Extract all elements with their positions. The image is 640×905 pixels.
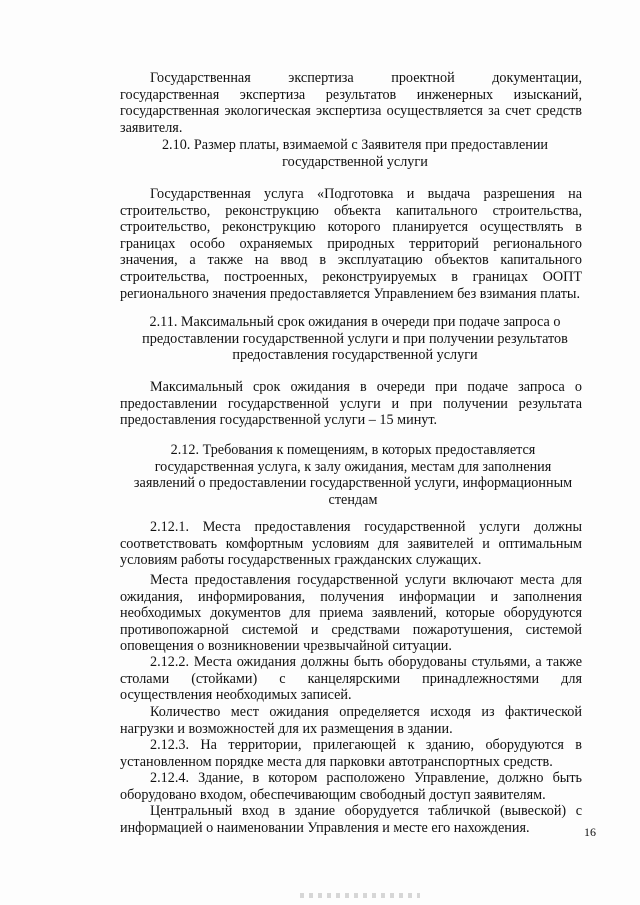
section-2-12-paragraph-1: 2.12.1. Места предоставления государственной услуги должны соответствовать комфортным условиям для заявителей и оптимальным условиям работы государственных гражданских служащих. — [120, 519, 582, 569]
section-2-12-paragraph-4: Количество мест ожидания определяется исходя из фактической нагрузки и возможностей для их размещения в здании. — [120, 704, 582, 737]
section-heading-2-10: 2.10. Размер платы, взимаемой с Заявителя при предоставлении государственной услуги — [161, 137, 549, 170]
section-2-12-paragraph-3: 2.12.2. Места ожидания должны быть оборудованы стульями, а также столами (стойками) с канцелярскими принадлежностями для осуществления необходимых записей. — [120, 654, 582, 704]
section-2-10-paragraph: Государственная услуга «Подготовка и выдача разрешения на строительство, реконструкцию объекта капитального строительства, строительство, реконструкцию которого планируется осуществлять в границах особо охраняемых природных территорий регионального значения, а также на ввод в эксплуатацию объектов капитального строительства, построенных, реконструируемых в границах ООПТ регионального значения предоставляется Управлением без взимания платы. — [120, 186, 582, 302]
section-heading-2-12: 2.12. Требования к помещениям, в которых предоставляется государственная услуга, к залу ожидания, местам для заполнения заявлений о предоставлении государственной услуги, информационным стендам — [133, 442, 573, 508]
section-heading-2-11: 2.11. Максимальный срок ожидания в очереди при подаче запроса о предоставлении государственной услуги и при получении результатов предоставления государственной услуги — [142, 314, 568, 364]
section-2-12-paragraph-5: 2.12.3. На территории, прилегающей к зданию, оборудуются в установленном порядке места для парковки автотранспортных средств. — [120, 737, 582, 770]
section-2-11-paragraph: Максимальный срок ожидания в очереди при подаче запроса о предоставлении государственной услуги и при получении результата предоставления государственной услуги – 15 минут. — [120, 379, 582, 429]
section-2-12-paragraph-2: Места предоставления государственной услуги включают места для ожидания, информирования, получения информации и заполнения необходимых документов для приема заявлений, которые оборудуются противопожарной системой и средствами пожаротушения, системой оповещения о возникновении чрезвычайной ситуации. — [120, 572, 582, 655]
intro-paragraph: Государственная экспертиза проектной документации, государственная экспертиза результатов инженерных изысканий, государственная экологическая экспертиза осуществляется за счет средств заявителя. — [120, 70, 582, 136]
scan-artifact — [300, 893, 420, 898]
section-2-12-paragraph-6: 2.12.4. Здание, в котором расположено Управление, должно быть оборудовано входом, обеспечивающим свободный доступ заявителям. — [120, 770, 582, 803]
page-number: 16 — [584, 825, 596, 839]
section-2-12-paragraph-7: Центральный вход в здание оборудуется табличкой (вывеской) с информацией о наименовании Управления и месте его нахождения. — [120, 803, 582, 836]
